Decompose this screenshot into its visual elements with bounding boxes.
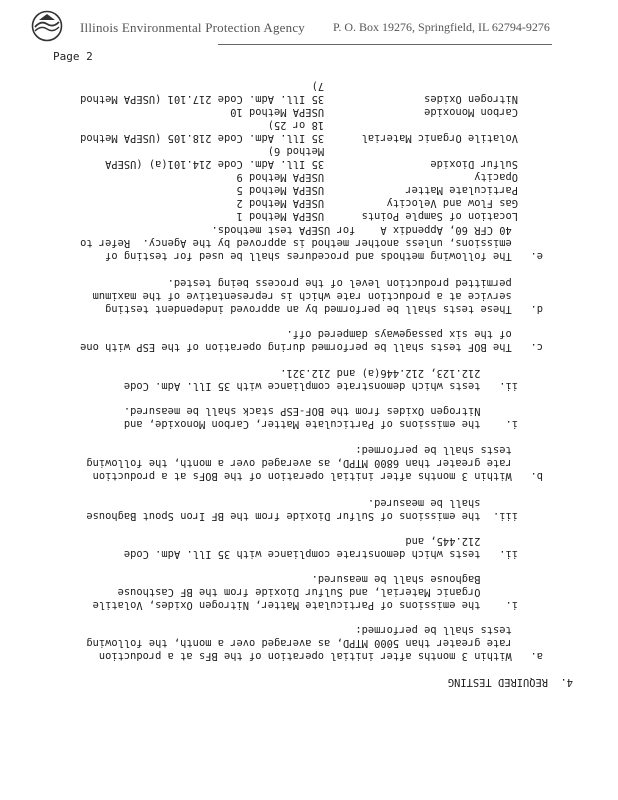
method-row: Volatile Organic Material 35 Ill. Adm. Code 218.105 (USEPA Method bbox=[80, 132, 518, 144]
body-line: i. the emissions of Particulate Matter, Carbon Monoxide, and bbox=[123, 418, 518, 430]
agency-address: P. O. Box 19276, Springfield, IL 62794-9276 bbox=[333, 20, 550, 34]
body-line: permitted production level of the process being tested. bbox=[167, 277, 543, 289]
body-line: Baghouse shall be measured. bbox=[311, 573, 518, 585]
agency-name: Illinois Environmental Protection Agency bbox=[80, 20, 305, 35]
body-line: ii. tests which demonstrate compliance with 35 Ill. Adm. Code bbox=[123, 548, 518, 560]
body-line: rate greater than 6800 MTPD, as averaged over a month, the following bbox=[86, 457, 543, 469]
method-row: Sulfur Dioxide 35 Ill. Adm. Code 214.101(a) (USEPA bbox=[105, 158, 518, 170]
body-line: tests shall be performed: bbox=[355, 624, 543, 636]
body-line: Nitrogen Oxides from the BOF-ESP stack shall be measured. bbox=[123, 405, 518, 417]
body-line: 212.123, 212.446(a) and 212.321. bbox=[280, 367, 518, 379]
section-heading: 4. REQUIRED TESTING bbox=[447, 676, 573, 688]
body-line: 40 CFR 60, Appendix A for USEPA test methods. bbox=[211, 224, 543, 236]
body-line: tests shall be performed: bbox=[355, 444, 543, 456]
body-line: i. the emissions of Particulate Matter, Nitrogen Oxides, Volatile bbox=[92, 599, 518, 611]
method-row: Particulate Matter USEPA Method 5 bbox=[236, 184, 518, 196]
method-row: Carbon Monoxide USEPA Method 10 bbox=[230, 106, 518, 118]
body-line: Organic Material, and Sulfur Dioxide from the BF Casthouse bbox=[117, 586, 518, 598]
page-number: Page 2 bbox=[53, 50, 93, 63]
method-row: Location of Sample Points USEPA Method 1 bbox=[236, 210, 518, 222]
body-line: 212.445, and bbox=[405, 535, 518, 547]
body-line: b. Within 3 months after initial operation of the BOFs at a production bbox=[92, 470, 543, 482]
body-line: shall be measured. bbox=[367, 497, 518, 509]
body-line: emissions, unless another method is approved by the Agency. Refer to bbox=[80, 237, 543, 249]
body-line: service at a production rate which is representative of the maximum bbox=[92, 290, 543, 302]
method-row: Nitrogen Oxides 35 Ill. Adm. Code 217.101 (USEPA Method bbox=[80, 93, 518, 105]
body-line: d. These tests shall be performed by an approved independent testing bbox=[105, 303, 543, 315]
method-row: 7) bbox=[311, 80, 518, 92]
body-line: rate greater than 5000 MTPD, as averaged over a month, the following bbox=[86, 637, 543, 649]
method-row: Opacity USEPA Method 9 bbox=[236, 171, 518, 183]
body-line: e. The following methods and procedures shall be used for testing of bbox=[105, 250, 543, 262]
method-row: Gas Flow and Velocity USEPA Method 2 bbox=[236, 197, 518, 209]
body-line: a. Within 3 months after initial operation of the BFs at a production bbox=[98, 650, 543, 662]
body-line: of the six passageways dampered off. bbox=[286, 328, 543, 340]
body-line: iii. the emissions of Sulfur Dioxide from the BF Iron Spout Baghouse bbox=[86, 510, 518, 522]
method-row: 18 or 25) bbox=[267, 119, 518, 131]
body-line: ii. tests which demonstrate compliance with 35 Ill. Adm. Code bbox=[123, 380, 518, 392]
body-line: c. The BOF tests shall be performed during operation of the ESP with one bbox=[80, 341, 543, 353]
method-row: Method 6) bbox=[267, 145, 518, 157]
